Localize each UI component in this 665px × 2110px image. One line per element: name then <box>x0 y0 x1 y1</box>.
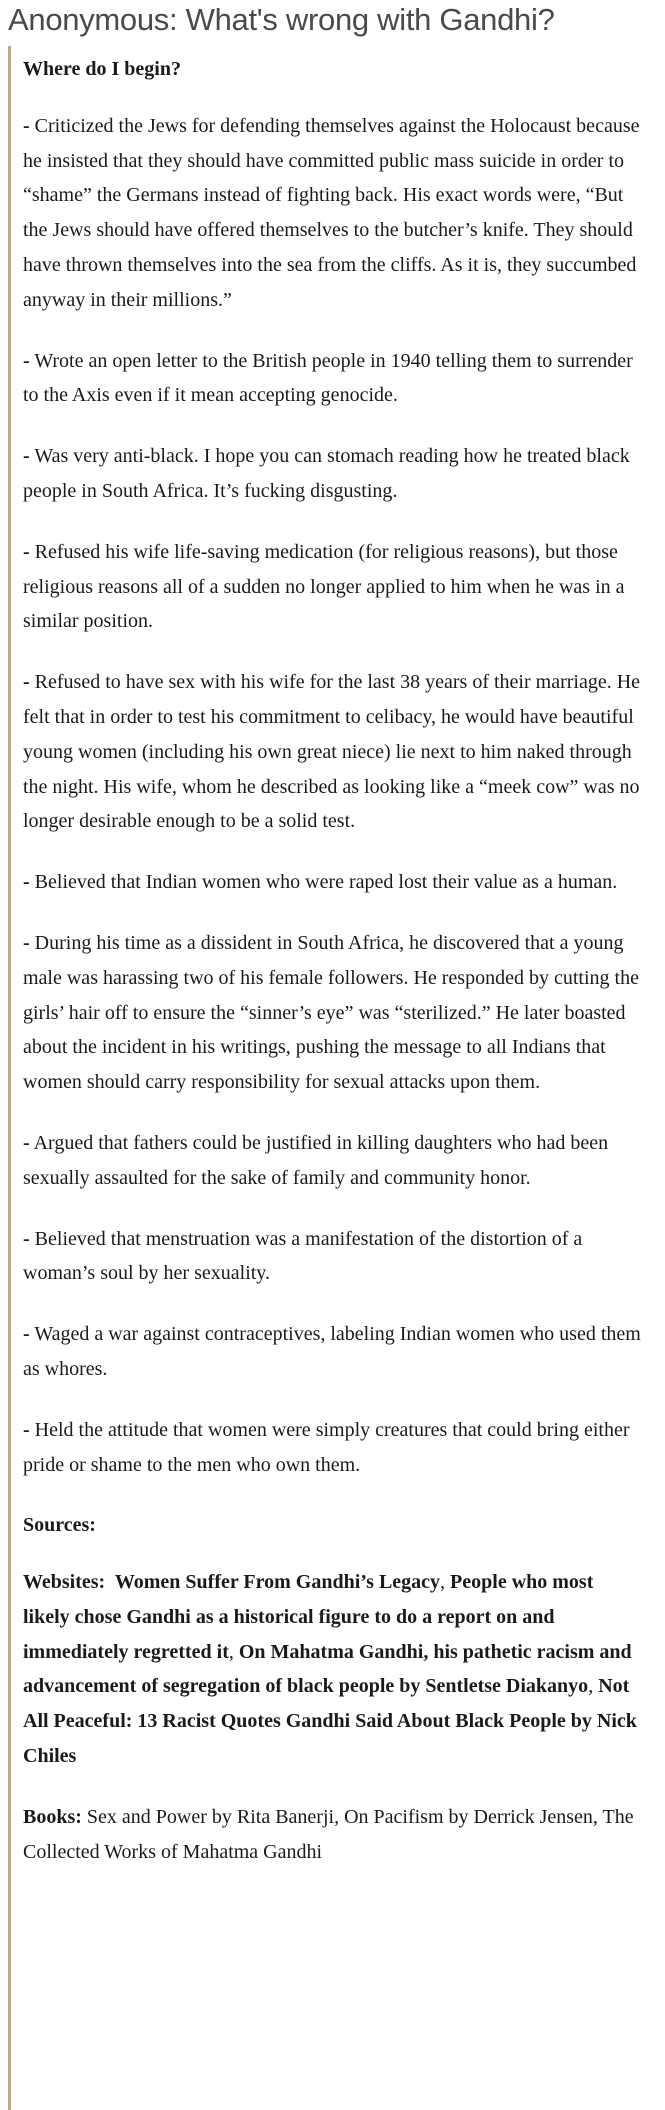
item-text: Was very anti-black. I hope you can stomach reading how he treated black people in South Africa. It’s fucking disgusting. <box>23 445 630 502</box>
bullet-dash: - <box>23 114 30 137</box>
bullet-dash: - <box>23 1323 30 1346</box>
list-item <box>23 865 643 900</box>
list-item <box>23 1317 643 1387</box>
item-text: Held the attitude that women were simply creatures that could bring either pride or shame to the men who own them. <box>23 1418 630 1476</box>
page-title: Anonymous: What's wrong with Gandhi? <box>8 2 555 37</box>
quote-body <box>23 52 643 1869</box>
item-text: Believed that menstruation was a manifestation of the distortion of a woman’s soul by her sexuality. <box>23 1227 583 1285</box>
bullet-dash: - <box>23 931 30 954</box>
list-item <box>23 1413 643 1483</box>
item-text: Criticized the Jews for defending themselves against the Holocaust because he insisted that they should have committed public mass suicide in order to “shame” the Germans instead of fighting back. His exact words were, “But the Jews should have offered themselves to the butcher’s knife. They should have thrown themselves into the sea from the cliffs. As it is, they succumbed anyway in their millions.” <box>23 114 640 311</box>
bullet-dash: - <box>23 671 30 694</box>
bullet-dash: - <box>23 1131 30 1154</box>
website-link[interactable]: Not All Peaceful: 13 Racist Quotes Gandhi Said About Black People by Nick Chiles <box>23 1675 637 1768</box>
website-link[interactable]: On Mahatma Gandhi, his pathetic racism and advancement of segregation of black people by Sentletse Diakanyo <box>23 1640 632 1698</box>
website-link[interactable]: People who most likely chose Gandhi as a historical figure to do a report on and immediately regretted it <box>23 1571 594 1663</box>
list-item <box>23 1126 643 1196</box>
list-item <box>23 926 643 1100</box>
bullet-dash: - <box>23 445 30 468</box>
item-text: Refused his wife life-saving medication (for religious reasons), but those religious reasons all of a sudden no longer applied to him when he was in a similar position. <box>23 540 625 633</box>
item-text: Wrote an open letter to the British people in 1940 telling them to surrender to the Axis even if it mean accepting genocide. <box>23 349 633 407</box>
list-item <box>23 665 643 839</box>
books-label: Books: <box>23 1805 82 1828</box>
list-item <box>23 535 643 639</box>
list-item <box>23 344 643 414</box>
website-link[interactable]: Women Suffer From Gandhi’s Legacy <box>114 1571 441 1594</box>
item-text: Believed that Indian women who were raped lost their value as a human. <box>34 871 618 894</box>
blockquote <box>8 46 659 2110</box>
intro-heading: Where do I begin? <box>23 58 181 80</box>
sources-heading: Sources: <box>23 1514 96 1537</box>
websites-label: Websites: <box>23 1571 106 1594</box>
bullet-dash: - <box>23 349 30 372</box>
websites-list: Websites: Women Suffer From Gandhi’s Legacy, People who most likely chose Gandhi as a historical figure to do a report on and immediately regretted it, On Mahatma Gandhi, his pathetic racism and advancement of segregation of black people by Sentletse Diakanyo, Not All Peaceful: 13 Racist Quotes Gandhi Said About Black People by Nick Chiles <box>23 1571 637 1768</box>
bullet-dash: - <box>23 1227 30 1250</box>
list-item <box>23 109 643 318</box>
bullet-dash: - <box>23 540 30 563</box>
books-text: Sex and Power by Rita Banerji, On Pacifism by Derrick Jensen, The Collected Works of Mahatma Gandhi <box>23 1805 634 1863</box>
list-item <box>23 1222 643 1292</box>
item-text: Argued that fathers could be justified in killing daughters who had been sexually assaulted for the sake of family and community honor. <box>23 1131 609 1189</box>
list-item <box>23 439 643 509</box>
books-list <box>23 1800 643 1870</box>
item-text: Refused to have sex with his wife for the last 38 years of their marriage. He felt that in order to test his commitment to celibacy, he would have beautiful young women (including his own great niece) lie next to him naked through the night. His wife, whom he described as looking like a “meek cow” was no longer desirable enough to be a solid test. <box>23 671 641 833</box>
item-text: During his time as a dissident in South Africa, he discovered that a young male was harassing two of his female followers. He responded by cutting the girls’ hair off to ensure the “sinner’s eye” was “sterilized.” He later boasted about the incident in his writings, pushing the message to all Indians that women should carry responsibility for sexual attacks upon them. <box>23 931 639 1094</box>
bullet-dash: - <box>23 1418 30 1441</box>
item-text: Waged a war against contraceptives, labeling Indian women who used them as whores. <box>23 1323 641 1380</box>
bullet-dash: - <box>23 871 30 894</box>
